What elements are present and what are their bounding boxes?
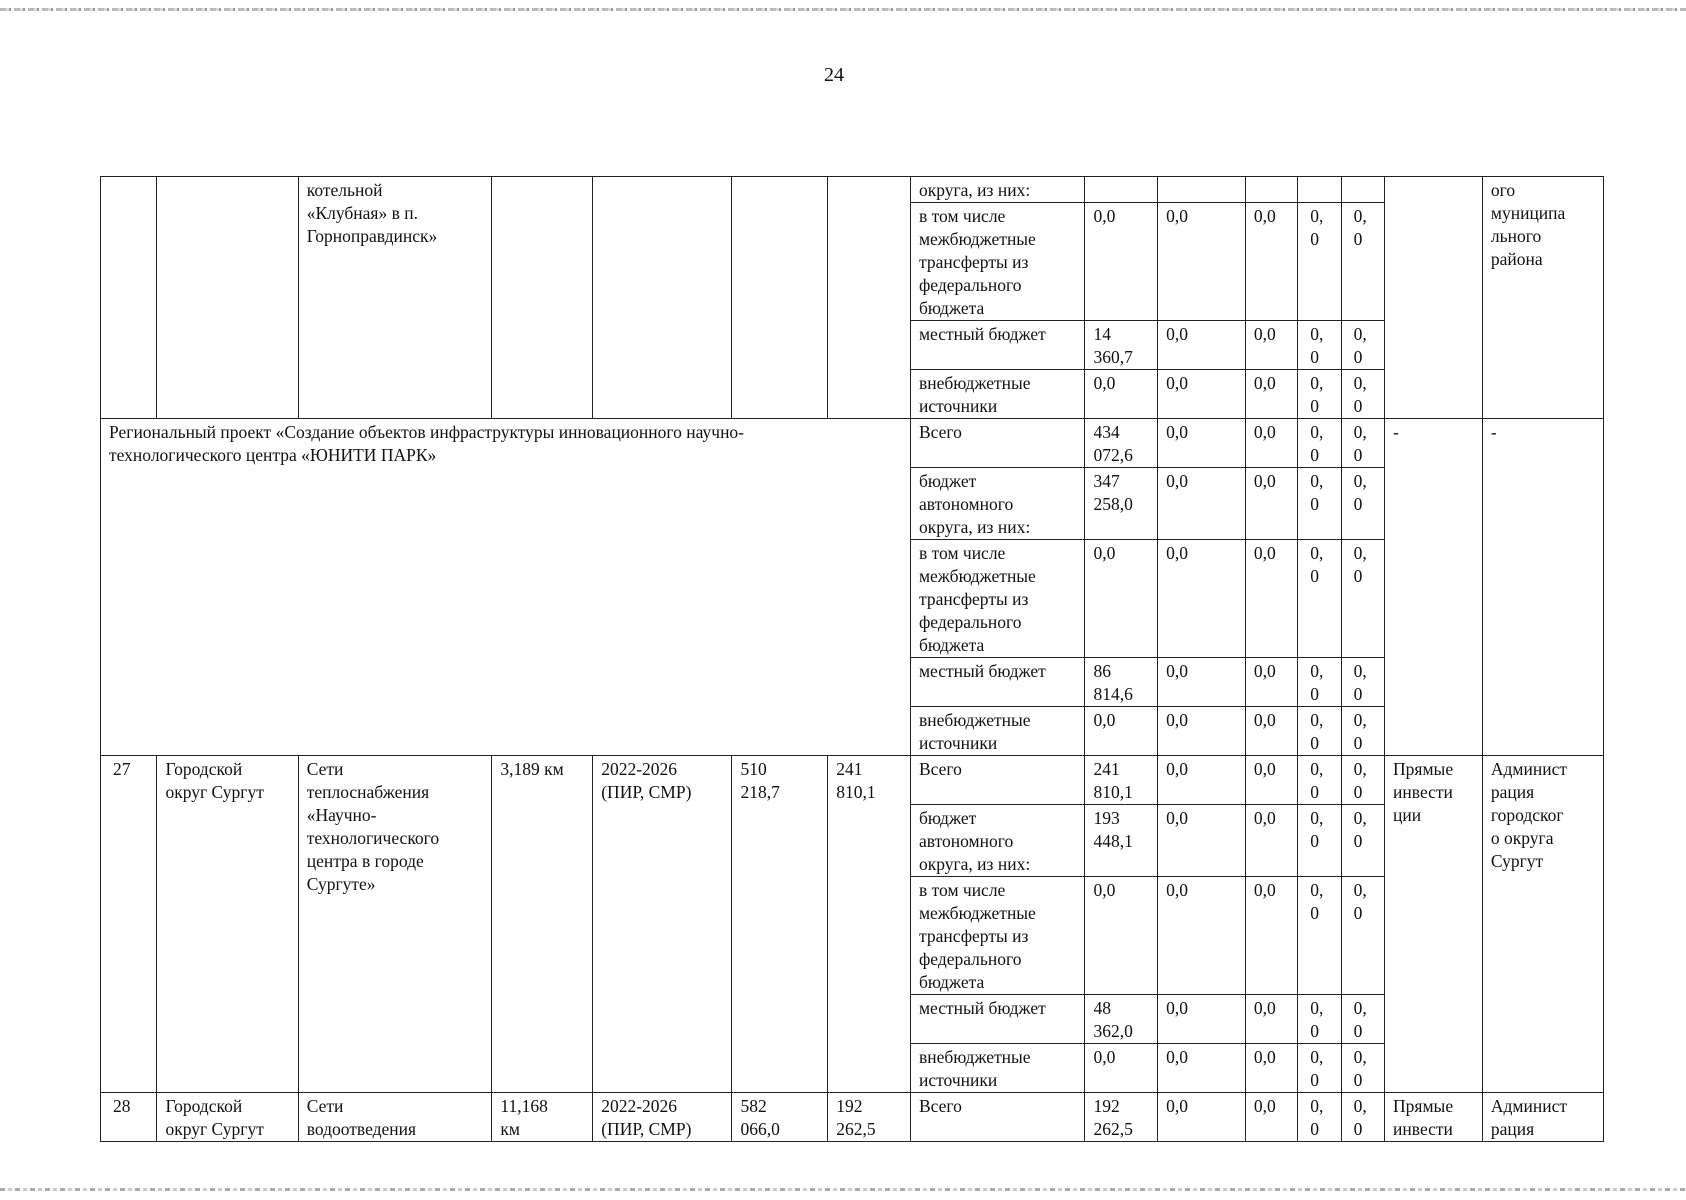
cell-source-label: в том числе межбюджетные трансферты из федерального бюджета xyxy=(910,203,1085,321)
cell-executor: Админист рация xyxy=(1482,1093,1603,1142)
cell-source-label: Всего xyxy=(910,1093,1085,1142)
cell-capacity: 3,189 км xyxy=(492,756,593,1093)
cell-remaining xyxy=(828,177,911,419)
cell-value: 0,0 xyxy=(1245,321,1297,370)
cell-value: 0,0 xyxy=(1085,540,1158,658)
cell-num: 28 xyxy=(101,1093,157,1142)
cell-value: 0,0 xyxy=(1158,658,1246,707)
cell-executor: Админист рация городског о округа Сургут xyxy=(1482,756,1603,1093)
cell-cost: 582 066,0 xyxy=(732,1093,828,1142)
cell-value: 0,0 xyxy=(1158,805,1246,877)
cell-value xyxy=(1341,177,1384,203)
cell-municipality: Городской округ Сургут xyxy=(157,1093,298,1142)
cell-value: 0,0 xyxy=(1245,658,1297,707)
cell-value: 0,0 xyxy=(1085,877,1158,995)
cell-value: 0, 0 xyxy=(1298,419,1341,468)
cell-value: 0,0 xyxy=(1245,468,1297,540)
cell-remaining: 192 262,5 xyxy=(828,1093,911,1142)
cell-value: 0, 0 xyxy=(1298,203,1341,321)
cell-value: 0,0 xyxy=(1085,370,1158,419)
cell-source-label: в том числе межбюджетные трансферты из федерального бюджета xyxy=(910,877,1085,995)
cell-value: 0,0 xyxy=(1245,419,1297,468)
cell-object: Сети водоотведения xyxy=(298,1093,492,1142)
cell-value: 241 810,1 xyxy=(1085,756,1158,805)
cell-value: 0, 0 xyxy=(1298,468,1341,540)
regional-project-title: Региональный проект «Создание объектов инфраструктуры инновационного научно- технологического центра «ЮНИТИ ПАРК» xyxy=(101,419,911,756)
cell-capacity: 11,168 км xyxy=(492,1093,593,1142)
cell-period: 2022-2026 (ПИР, СМР) xyxy=(593,756,732,1093)
cell-value: 0, 0 xyxy=(1341,658,1384,707)
cell-value: 0,0 xyxy=(1245,877,1297,995)
cell-value xyxy=(1298,177,1341,203)
cell-value: 0, 0 xyxy=(1298,1093,1341,1142)
cell-source-label: Всего xyxy=(910,756,1085,805)
cell-source-label: в том числе межбюджетные трансферты из федерального бюджета xyxy=(910,540,1085,658)
cell-value: 0, 0 xyxy=(1341,756,1384,805)
cell-num xyxy=(101,177,157,419)
cell-cost: 510 218,7 xyxy=(732,756,828,1093)
cell-value: 0,0 xyxy=(1245,995,1297,1044)
table-row xyxy=(101,1093,1604,1142)
cell-executor: - xyxy=(1482,419,1603,756)
cell-investment: - xyxy=(1385,419,1483,756)
cell-source-label: округа, из них: xyxy=(910,177,1085,203)
cell-value: 0, 0 xyxy=(1298,658,1341,707)
cell-value: 0, 0 xyxy=(1341,995,1384,1044)
cell-value: 0,0 xyxy=(1158,321,1246,370)
cell-value: 0,0 xyxy=(1158,877,1246,995)
cell-value: 434 072,6 xyxy=(1085,419,1158,468)
cell-value: 0,0 xyxy=(1158,707,1246,756)
cell-investment: Прямые инвести ции xyxy=(1385,756,1483,1093)
cell-source-label: бюджет автономного округа, из них: xyxy=(910,805,1085,877)
cell-value: 0,0 xyxy=(1245,756,1297,805)
cell-value: 0, 0 xyxy=(1298,995,1341,1044)
cell-value: 0,0 xyxy=(1158,468,1246,540)
cell-num: 27 xyxy=(101,756,157,1093)
cell-value: 86 814,6 xyxy=(1085,658,1158,707)
table-row xyxy=(101,419,1604,468)
cell-value: 0, 0 xyxy=(1341,419,1384,468)
cell-capacity xyxy=(492,177,593,419)
cell-period: 2022-2026 (ПИР, СМР) xyxy=(593,1093,732,1142)
budget-table xyxy=(100,176,1604,1142)
cell-value: 0,0 xyxy=(1085,203,1158,321)
cell-source-label: местный бюджет xyxy=(910,658,1085,707)
cell-value: 0, 0 xyxy=(1298,707,1341,756)
cell-value: 0, 0 xyxy=(1298,805,1341,877)
cell-value: 0, 0 xyxy=(1298,321,1341,370)
cell-value: 0, 0 xyxy=(1341,1093,1384,1142)
table-row xyxy=(101,756,1604,805)
cell-value: 0,0 xyxy=(1245,540,1297,658)
cell-source-label: Всего xyxy=(910,419,1085,468)
cell-value: 0,0 xyxy=(1158,419,1246,468)
cell-value: 0, 0 xyxy=(1341,707,1384,756)
cell-source-label: бюджет автономного округа, из них: xyxy=(910,468,1085,540)
cell-value xyxy=(1158,177,1246,203)
cell-value: 193 448,1 xyxy=(1085,805,1158,877)
cell-value: 0, 0 xyxy=(1298,540,1341,658)
cell-municipality: Городской округ Сургут xyxy=(157,756,298,1093)
cell-value: 0,0 xyxy=(1245,707,1297,756)
cell-value: 0,0 xyxy=(1158,756,1246,805)
cell-value: 0,0 xyxy=(1158,1044,1246,1093)
cell-value: 192 262,5 xyxy=(1085,1093,1158,1142)
cell-object: котельной «Клубная» в п. Горноправдинск» xyxy=(298,177,492,419)
cell-source-label: местный бюджет xyxy=(910,995,1085,1044)
cell-value: 14 360,7 xyxy=(1085,321,1158,370)
cell-value: 0,0 xyxy=(1245,1093,1297,1142)
cell-executor: ого муниципа льного района xyxy=(1482,177,1603,419)
cell-value: 0, 0 xyxy=(1298,370,1341,419)
cell-value: 0,0 xyxy=(1085,1044,1158,1093)
cell-value: 0, 0 xyxy=(1341,468,1384,540)
cell-value: 0,0 xyxy=(1158,203,1246,321)
cell-value: 0,0 xyxy=(1158,995,1246,1044)
cell-value xyxy=(1085,177,1158,203)
cell-value: 0, 0 xyxy=(1341,1044,1384,1093)
cell-value: 0, 0 xyxy=(1298,877,1341,995)
cell-investment xyxy=(1385,177,1483,419)
cell-remaining: 241 810,1 xyxy=(828,756,911,1093)
cell-source-label: внебюджетные источники xyxy=(910,1044,1085,1093)
scan-bottom-edge xyxy=(0,1188,1686,1191)
cell-value: 347 258,0 xyxy=(1085,468,1158,540)
cell-value: 0, 0 xyxy=(1341,370,1384,419)
cell-value: 0,0 xyxy=(1245,370,1297,419)
cell-value: 0,0 xyxy=(1158,370,1246,419)
cell-cost xyxy=(732,177,828,419)
cell-value: 0, 0 xyxy=(1298,1044,1341,1093)
page-number: 24 xyxy=(824,64,844,86)
cell-investment: Прямые инвести xyxy=(1385,1093,1483,1142)
cell-source-label: местный бюджет xyxy=(910,321,1085,370)
scan-top-edge xyxy=(0,8,1686,11)
cell-value: 0,0 xyxy=(1245,1044,1297,1093)
cell-source-label: внебюджетные источники xyxy=(910,707,1085,756)
cell-municipality xyxy=(157,177,298,419)
cell-value xyxy=(1245,177,1297,203)
cell-value: 0, 0 xyxy=(1341,805,1384,877)
cell-period xyxy=(593,177,732,419)
cell-value: 0, 0 xyxy=(1341,321,1384,370)
cell-value: 0, 0 xyxy=(1341,877,1384,995)
cell-value: 0,0 xyxy=(1158,1093,1246,1142)
cell-source-label: внебюджетные источники xyxy=(910,370,1085,419)
cell-value: 0,0 xyxy=(1158,540,1246,658)
cell-value: 0, 0 xyxy=(1341,540,1384,658)
cell-value: 0, 0 xyxy=(1341,203,1384,321)
cell-object: Сети теплоснабжения «Научно- технологического центра в городе Сургуте» xyxy=(298,756,492,1093)
cell-value: 0,0 xyxy=(1085,707,1158,756)
cell-value: 48 362,0 xyxy=(1085,995,1158,1044)
table-row xyxy=(101,177,1604,203)
cell-value: 0, 0 xyxy=(1298,756,1341,805)
cell-value: 0,0 xyxy=(1245,203,1297,321)
cell-value: 0,0 xyxy=(1245,805,1297,877)
